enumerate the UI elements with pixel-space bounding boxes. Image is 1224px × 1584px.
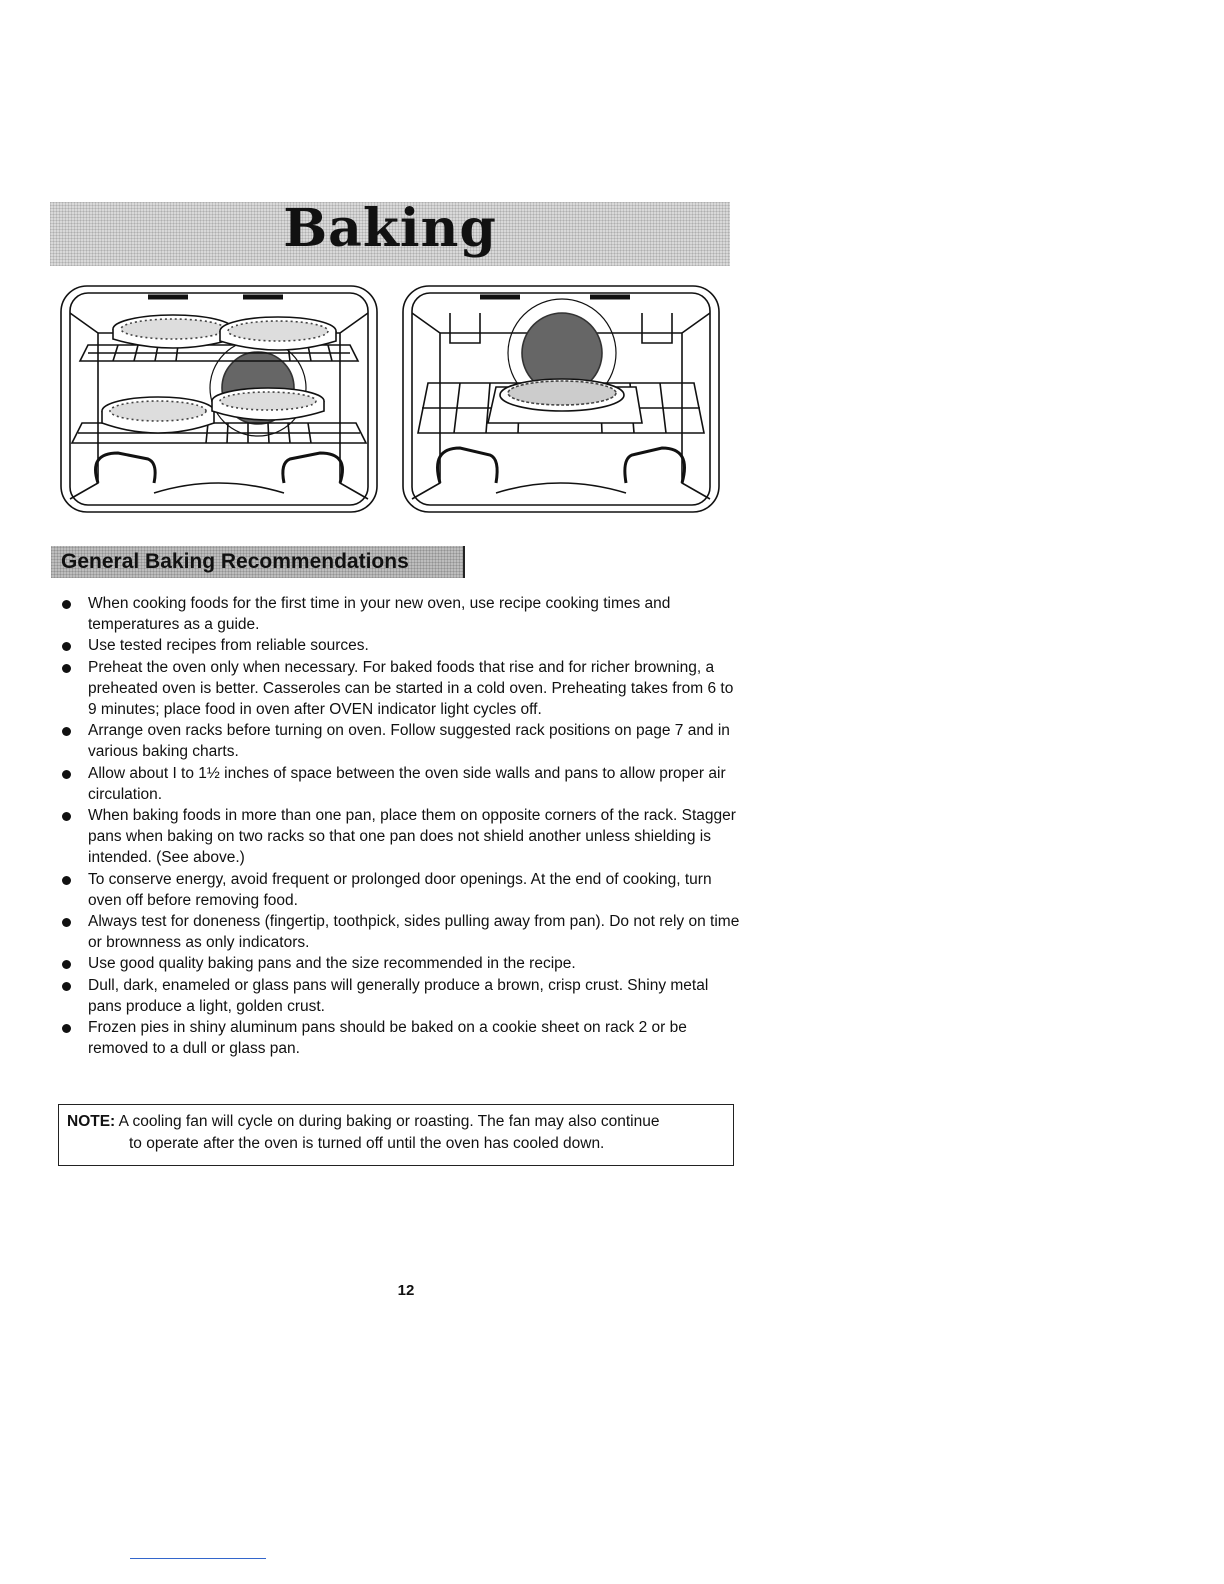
oven-illustration-two-racks (58, 283, 380, 515)
page-number: 12 (397, 1282, 415, 1299)
page-title: Baking (283, 198, 497, 259)
link-underline (130, 1558, 266, 1559)
list-item: Arrange oven racks before turning on oven. Follow suggested rack positions on page 7 and in various baking charts. (62, 720, 742, 762)
list-item: To conserve energy, avoid frequent or prolonged door openings. At the end of cooking, turn oven off before removing food. (62, 869, 742, 911)
note-label: NOTE: (67, 1113, 116, 1130)
list-item: Use good quality baking pans and the size recommended in the recipe. (62, 953, 742, 974)
recommendations-list (62, 593, 742, 1059)
section-heading-band (51, 546, 465, 578)
list-item: Frozen pies in shiny aluminum pans should be baked on a cookie sheet on rack 2 or be removed to a dull or glass pan. (62, 1017, 742, 1059)
list-item: Use tested recipes from reliable sources. (62, 635, 742, 656)
list-item: Allow about I to 1½ inches of space between the oven side walls and pans to allow proper air circulation. (62, 763, 742, 805)
list-item: Dull, dark, enameled or glass pans will generally produce a brown, crisp crust. Shiny metal pans produce a light, golden crust. (62, 975, 742, 1017)
list-item: When baking foods in more than one pan, place them on opposite corners of the rack. Stagger pans when baking on two racks so that one pan does not shield another unless shielding is intended. (See above.) (62, 805, 742, 869)
list-item: When cooking foods for the first time in your new oven, use recipe cooking times and temperatures as a guide. (62, 593, 742, 635)
list-item: Always test for doneness (fingertip, toothpick, sides pulling away from pan). Do not rely on time or brownness as only indicators. (62, 911, 742, 953)
section-heading: General Baking Recommendations (61, 550, 409, 573)
note-text-line1: A cooling fan will cycle on during baking or roasting. The fan may also continue (118, 1113, 660, 1130)
note-box (58, 1104, 734, 1166)
list-item: Preheat the oven only when necessary. For baked foods that rise and for richer browning, a preheated oven is better. Casseroles can be started in a cold oven. Preheating takes from 6 to 9 minutes; place food in oven after OVEN indicator light cycles off. (62, 657, 742, 721)
note-text-line2: to operate after the oven is turned off until the oven has cooled down. (129, 1135, 605, 1152)
oven-illustration-one-rack (400, 283, 722, 515)
